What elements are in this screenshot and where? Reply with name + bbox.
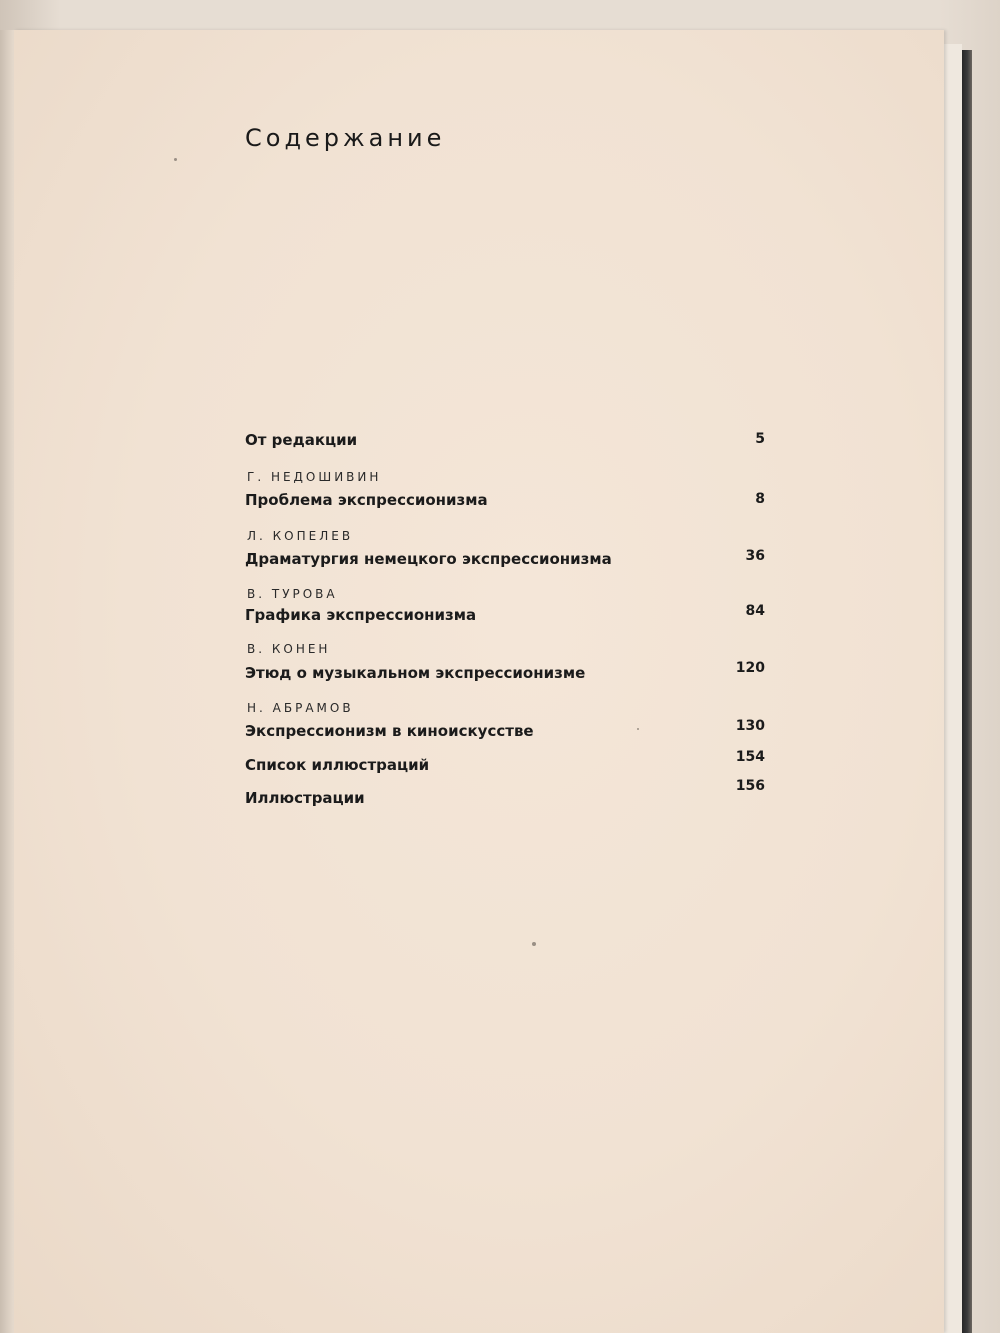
- toc-entry-title: От редакции: [245, 431, 358, 449]
- page-title: Содержание: [245, 124, 446, 152]
- toc-entry-title: Список иллюстраций: [245, 756, 430, 774]
- toc-entry-page: 156: [735, 778, 765, 794]
- paper-speck: [174, 158, 177, 161]
- toc-entry-page: 84: [745, 603, 765, 619]
- toc-entry-page: 8: [755, 491, 765, 507]
- toc-entry-page: 120: [735, 660, 765, 676]
- toc-entry-page: 36: [745, 548, 765, 564]
- paper-speck: [532, 942, 536, 946]
- toc-entry-title: Этюд о музыкальном экспрессионизме: [245, 664, 586, 682]
- toc-entry-author: Г. НЕДОШИВИН: [247, 470, 382, 484]
- toc-entry-title: Экспрессионизм в киноискусстве: [245, 722, 534, 740]
- toc-entry-author: Л. КОПЕЛЕВ: [247, 529, 354, 543]
- toc-entry-title: Иллюстрации: [245, 789, 365, 807]
- toc-entry-title: Проблема экспрессионизма: [245, 491, 488, 509]
- toc-entry-title: Графика экспрессионизма: [245, 606, 477, 624]
- toc-entry-author: В. КОНЕН: [247, 642, 331, 656]
- toc-entry-author: В. ТУРОВА: [247, 587, 338, 601]
- toc-entry-page: 154: [735, 749, 765, 765]
- toc-entry-page: 5: [755, 431, 765, 447]
- paper-speck: [637, 728, 639, 730]
- underlying-page-right: [943, 44, 962, 1333]
- toc-entry-page: 130: [735, 718, 765, 734]
- toc-entry-title: Драматургия немецкого экспрессионизма: [245, 550, 612, 568]
- toc-entry-author: Н. АБРАМОВ: [247, 701, 354, 715]
- book-page: [14, 30, 944, 1333]
